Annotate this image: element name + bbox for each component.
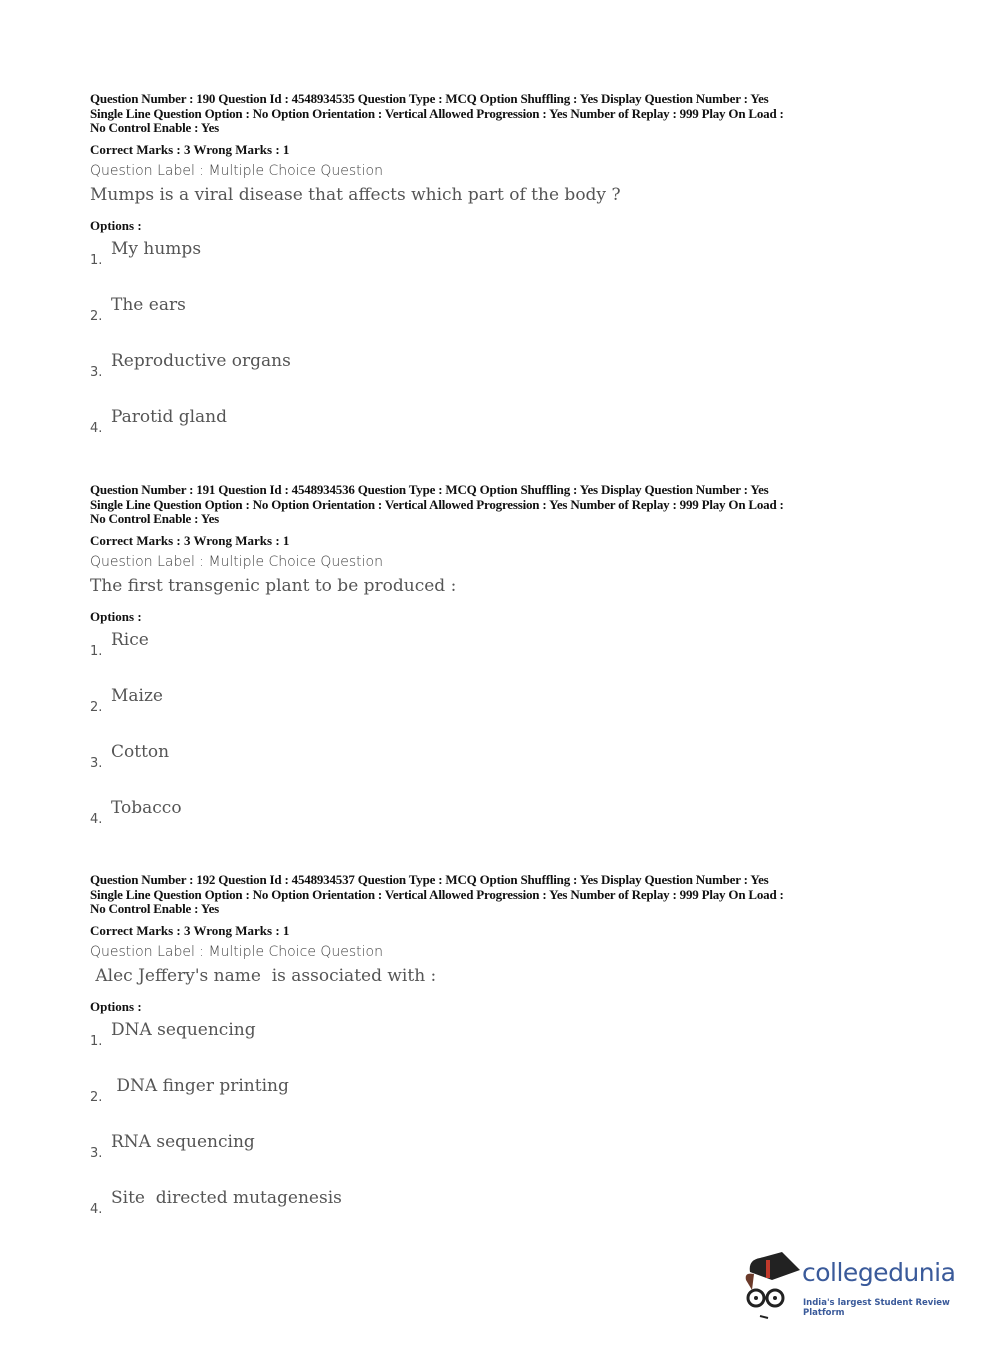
option-text: Rice [111, 629, 149, 650]
option-text: DNA sequencing [111, 1019, 256, 1040]
question-meta [90, 873, 920, 917]
collegedunia-logo [742, 1250, 972, 1325]
question-text: The first transgenic plant to be produced : [90, 575, 457, 596]
option-item [90, 686, 920, 742]
option-item [90, 1188, 920, 1244]
meta-line: Question Number : 192 Question Id : 4548934537 Question Type : MCQ Option Shuffling : Yes Display Question Number : Yes [90, 872, 769, 887]
options-label: Options : [90, 998, 142, 1014]
brand-name: collegedunia [802, 1258, 956, 1287]
question-label: Question Label : Multiple Choice Question [90, 553, 383, 570]
question-text: Mumps is a viral disease that affects which part of the body ? [90, 184, 621, 205]
option-number: 1. [90, 643, 103, 659]
question-block [90, 873, 920, 1244]
option-text: RNA sequencing [111, 1131, 255, 1152]
option-text: Parotid gland [111, 406, 228, 427]
question-text: Alec Jeffery's name is associated with : [90, 965, 437, 986]
option-number: 1. [90, 1033, 103, 1049]
option-item [90, 1020, 920, 1076]
option-item [90, 351, 920, 407]
option-number: 2. [90, 1089, 103, 1105]
option-number: 3. [90, 755, 103, 771]
option-text: Maize [111, 685, 163, 706]
question-label: Question Label : Multiple Choice Question [90, 162, 383, 179]
question-meta [90, 483, 920, 527]
meta-line: Single Line Question Option : No Option Orientation : Vertical Allowed Progression : Yes Number of Replay : 999 Play On Load : [90, 886, 784, 902]
option-number: 3. [90, 1145, 103, 1161]
option-text: DNA finger printing [111, 1075, 289, 1096]
option-item [90, 1132, 920, 1188]
brand-tagline: India's largest Student Review Platform [803, 1298, 950, 1318]
options-label: Options : [90, 217, 142, 233]
meta-line: No Control Enable : Yes [90, 120, 220, 135]
options-label: Options : [90, 608, 142, 624]
option-item [90, 239, 920, 295]
option-number: 4. [90, 811, 103, 827]
question-label: Question Label : Multiple Choice Question [90, 943, 383, 960]
marks: Correct Marks : 3 Wrong Marks : 1 [90, 141, 290, 157]
option-number: 2. [90, 308, 103, 324]
option-item [90, 742, 920, 798]
option-text: Tobacco [111, 797, 182, 818]
marks: Correct Marks : 3 Wrong Marks : 1 [90, 922, 290, 938]
question-meta [90, 92, 920, 136]
meta-line: Single Line Question Option : No Option Orientation : Vertical Allowed Progression : Yes Number of Replay : 999 Play On Load : [90, 496, 784, 512]
meta-line: No Control Enable : Yes [90, 511, 220, 526]
option-number: 2. [90, 699, 103, 715]
option-text: My humps [111, 238, 202, 259]
option-item [90, 295, 920, 351]
option-text: Cotton [111, 741, 170, 762]
option-number: 1. [90, 252, 103, 268]
mascot-icon [742, 1250, 802, 1325]
option-item [90, 798, 920, 854]
option-number: 4. [90, 1201, 103, 1217]
meta-line: No Control Enable : Yes [90, 901, 220, 916]
question-block [90, 92, 920, 463]
meta-line: Question Number : 191 Question Id : 4548934536 Question Type : MCQ Option Shuffling : Yes Display Question Number : Yes [90, 482, 769, 497]
option-item [90, 1076, 920, 1132]
option-item [90, 407, 920, 463]
option-number: 3. [90, 364, 103, 380]
question-block [90, 483, 920, 854]
marks: Correct Marks : 3 Wrong Marks : 1 [90, 532, 290, 548]
option-text: Site directed mutagenesis [111, 1187, 342, 1208]
option-text: The ears [111, 294, 186, 315]
option-number: 4. [90, 420, 103, 436]
option-text: Reproductive organs [111, 350, 291, 371]
meta-line: Question Number : 190 Question Id : 4548934535 Question Type : MCQ Option Shuffling : Yes Display Question Number : Yes [90, 91, 769, 106]
meta-line: Single Line Question Option : No Option Orientation : Vertical Allowed Progression : Yes Number of Replay : 999 Play On Load : [90, 105, 784, 121]
option-item [90, 630, 920, 686]
